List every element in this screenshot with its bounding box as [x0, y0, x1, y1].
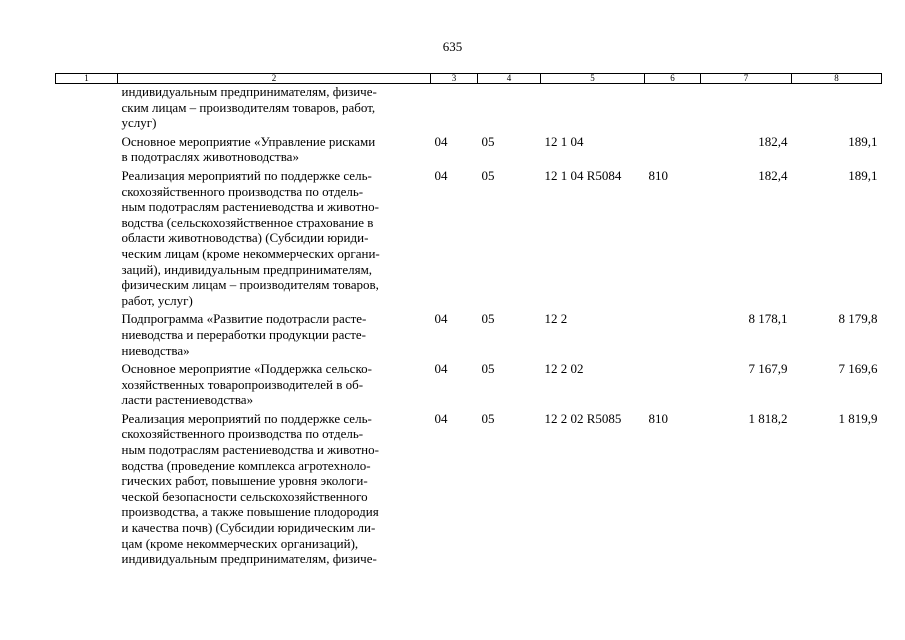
cell-name-line: ниеводства и переработки продукции расте-: [121, 326, 366, 342]
cell-csr: 12 2 02: [544, 361, 584, 377]
cell-rz: [431, 84, 478, 131]
cell-csr: [541, 84, 645, 131]
column-header-1: 1: [56, 74, 118, 84]
column-header-5: 5: [541, 74, 645, 84]
cell-value-2019: [701, 84, 792, 131]
cell-pr: 05: [481, 167, 495, 183]
column-header-2: 2: [118, 74, 431, 84]
table-header: [56, 74, 882, 84]
cell-name-line: ным подотраслям растениеводства и животно-: [121, 199, 379, 215]
cell-name-line: скохозяйственного производства по отдель-: [121, 426, 364, 442]
cell-number: [56, 84, 118, 131]
cell-name: [118, 165, 431, 308]
cell-name-line: и качества почв) (Субсидии юридическим ли-: [121, 520, 376, 536]
cell-csr: 12 1 04: [544, 133, 584, 149]
column-header-6: 6: [645, 74, 701, 84]
table-row: [56, 308, 882, 358]
cell-name-line: ниеводства»: [121, 342, 190, 358]
cell-number: [56, 165, 118, 308]
cell-pr: 05: [481, 133, 495, 149]
cell-name: [118, 308, 431, 358]
cell-vr: [645, 84, 701, 131]
cell-name-line: индивидуальным предпринимателям, физиче-: [121, 84, 377, 99]
cell-name-line: Реализация мероприятий по поддержке сель-: [121, 167, 372, 183]
cell-name-line: области животноводства) (Субсидии юриди-: [121, 230, 369, 246]
column-header-8: 8: [792, 74, 882, 84]
cell-rz: 04: [434, 361, 448, 377]
cell-name-line: Основное мероприятие «Управление рисками: [121, 133, 376, 149]
cell-name-line: водства (сельскохозяйственное страхование в: [121, 214, 374, 230]
cell-name-line: работ, услуг): [121, 292, 193, 308]
cell-rz: 04: [434, 311, 448, 327]
cell-name: [118, 408, 431, 567]
column-header-7: 7: [701, 74, 792, 84]
cell-name-line: цам (кроме некоммерческих организаций),: [121, 535, 359, 551]
cell-vr: [645, 131, 701, 165]
cell-value-2019: 1 818,2: [748, 410, 788, 426]
cell-name-line: ным подотраслям растениеводства и животно-: [121, 442, 379, 458]
cell-rz: 04: [434, 410, 448, 426]
cell-value-2020: 1 819,9: [838, 410, 878, 426]
table-row: [56, 358, 882, 408]
cell-name: [118, 84, 431, 131]
cell-value-2020: [792, 84, 882, 131]
cell-pr: 05: [481, 410, 495, 426]
cell-name-line: физическим лицам – производителям товаров,: [121, 277, 379, 293]
cell-name-line: услуг): [121, 115, 157, 131]
cell-value-2019: 8 178,1: [748, 311, 788, 327]
cell-value-2020: 8 179,8: [838, 311, 878, 327]
cell-value-2020: 189,1: [848, 133, 878, 149]
cell-value-2019: 182,4: [758, 133, 788, 149]
table-row: [56, 408, 882, 567]
cell-name-line: водства (проведение комплекса агротехноло-: [121, 457, 371, 473]
cell-vr: [645, 308, 701, 358]
cell-csr: 12 2 02 R5085: [544, 410, 622, 426]
cell-pr: [478, 84, 541, 131]
cell-name-line: ласти растениеводства»: [121, 392, 254, 408]
cell-name-line: гических работ, повышение уровня экологи-: [121, 473, 368, 489]
budget-table: [55, 73, 882, 567]
cell-value-2019: 182,4: [758, 167, 788, 183]
cell-vr: [645, 358, 701, 408]
page-number: 635: [442, 39, 463, 54]
column-header-3: 3: [431, 74, 478, 84]
cell-name: [118, 131, 431, 165]
cell-value-2020: 7 169,6: [838, 361, 878, 377]
cell-number: [56, 131, 118, 165]
cell-rz: 04: [434, 167, 448, 183]
cell-name-line: ческим лицам (кроме некоммерческих органи-: [121, 245, 380, 261]
column-header-4: 4: [478, 74, 541, 84]
cell-number: [56, 308, 118, 358]
cell-number: [56, 358, 118, 408]
cell-rz: 04: [434, 133, 448, 149]
cell-name-line: заций), индивидуальным предпринимателям,: [121, 261, 373, 277]
cell-vr: 810: [648, 410, 668, 426]
cell-csr: 12 1 04 R5084: [544, 167, 622, 183]
cell-number: [56, 408, 118, 567]
cell-value-2019: 7 167,9: [748, 361, 788, 377]
cell-name-line: Подпрограмма «Развитие подотрасли расте-: [121, 311, 367, 327]
cell-name-line: индивидуальным предпринимателям, физиче-: [121, 551, 377, 567]
cell-name-line: Реализация мероприятий по поддержке сель-: [121, 410, 372, 426]
table-row: [56, 165, 882, 308]
cell-pr: 05: [481, 311, 495, 327]
table-body: [56, 84, 882, 567]
cell-name-line: Основное мероприятие «Поддержка сельско-: [121, 361, 372, 377]
cell-name-line: ческой безопасности сельскохозяйственного: [121, 488, 368, 504]
cell-pr: 05: [481, 361, 495, 377]
cell-name-line: в подотраслях животноводства»: [121, 149, 299, 165]
cell-name-line: производства, а также повышение плодородия: [121, 504, 379, 520]
table-row: [56, 131, 882, 165]
cell-vr: 810: [648, 167, 668, 183]
cell-name-line: скохозяйственного производства по отдель-: [121, 183, 364, 199]
table-row: [56, 84, 882, 131]
cell-csr: 12 2: [544, 311, 568, 327]
cell-name-line: ским лицам – производителям товаров, работ,: [121, 99, 376, 115]
cell-name-line: хозяйственных товаропроизводителей в об-: [121, 376, 364, 392]
cell-name: [118, 358, 431, 408]
cell-value-2020: 189,1: [848, 167, 878, 183]
